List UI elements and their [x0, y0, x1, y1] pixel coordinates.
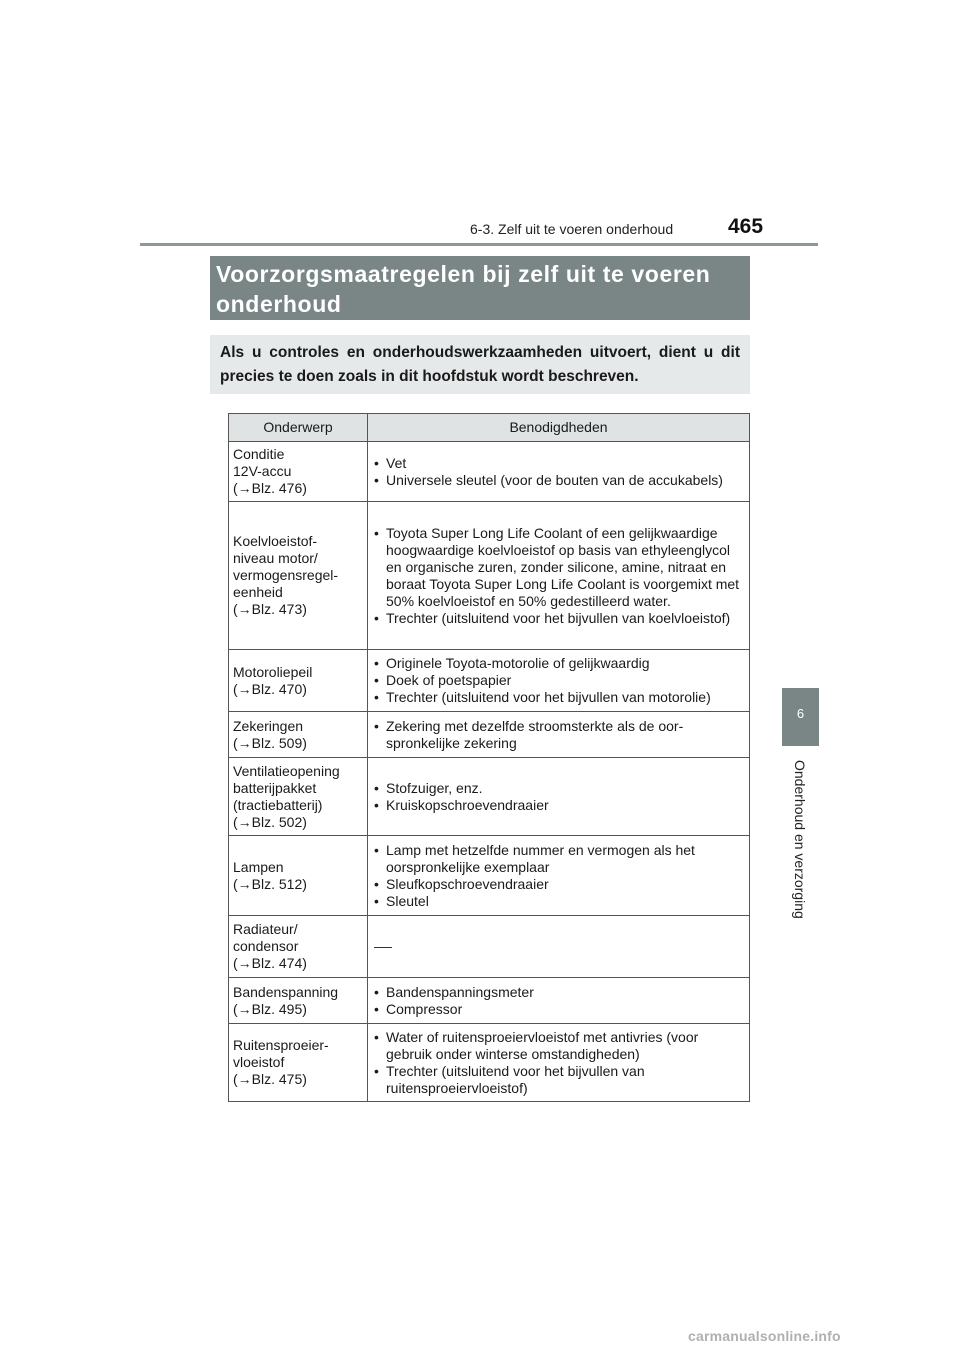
table-row [229, 836, 750, 916]
supply-item: • Compressor [372, 1001, 745, 1018]
subject-cell [229, 650, 368, 712]
subject-cell [229, 712, 368, 758]
subject-line: (tractiebatterij) [233, 796, 323, 813]
subject-line: (→Blz. 476) [233, 480, 307, 496]
subject-line: batterijpakket [233, 779, 317, 796]
supply-item: • Stofzuiger, enz. [372, 780, 745, 797]
subject-line: condensor [233, 938, 299, 954]
subject-line: (→Blz. 512) [233, 875, 307, 892]
supplies-cell [368, 712, 750, 758]
supply-item: • Sleutel [372, 893, 745, 910]
table-row [229, 442, 750, 502]
subject-cell [229, 758, 368, 836]
supplies-list [372, 718, 745, 752]
table-row [229, 712, 750, 758]
supply-item: • Bandenspanningsmeter [372, 984, 745, 1001]
table-row [229, 650, 750, 712]
table-header-row [229, 414, 750, 442]
table-row [229, 502, 750, 650]
subject-line: vermogensregel- [233, 567, 339, 583]
title-banner [210, 256, 750, 320]
subject-cell [229, 442, 368, 502]
supply-item: • Water of ruitensproeiervloeistof met antivries (voor gebruik onder winterse omstandigheden) [372, 1029, 745, 1063]
chapter-tab[interactable] [782, 688, 819, 746]
supplies-cell [368, 978, 750, 1024]
supplies-cell [368, 758, 750, 836]
supply-item: • Trechter (uitsluitend voor het bijvullen van motorolie) [372, 689, 745, 706]
supply-item: • Sleufkopschroevendraaier [372, 876, 745, 893]
supply-item: • Zekering met dezelfde stroomsterkte als de oorspronkelijke zekering [372, 718, 745, 752]
supplies-cell [368, 502, 750, 650]
requirements-table [228, 413, 750, 1102]
subject-line: (→Blz. 470) [233, 680, 307, 697]
subject-line: Lampen [233, 858, 284, 875]
subject-line: vloeistof [233, 1054, 285, 1070]
supply-item: • Toyota Super Long Life Coolant of een gelijkwaardige hoogwaardige koelvloeistof op basis van ethyleenglycol en organische zuren, zonder silicone, amine, nitraat en boraat Toyota Super Long Life Coolant is voorgemixt met 50% koelvloeistof en 50% gedestilleerd water. [372, 525, 745, 610]
chapter-label: Onderhoud en verzorging [792, 760, 808, 919]
subject-cell [229, 502, 368, 650]
column-header-subject: Onderwerp [229, 414, 368, 442]
subject-line: (→Blz. 474) [233, 955, 307, 971]
subject-line: (→Blz. 473) [233, 601, 307, 617]
chapter-number: 6 [796, 706, 805, 721]
table-body [229, 442, 750, 1102]
supplies-list [372, 1029, 745, 1097]
subject-line: (→Blz. 475) [233, 1071, 307, 1087]
subject-line: Conditie [233, 446, 285, 462]
header-divider [140, 243, 818, 246]
subject-cell [229, 978, 368, 1024]
subject-line: (→Blz. 502) [233, 813, 307, 830]
subject-line: (→Blz. 509) [233, 734, 307, 751]
subject-cell [229, 916, 368, 978]
supply-item: • Universele sleutel (voor de bouten van de accukabels) [372, 472, 745, 489]
intro-box [210, 335, 750, 394]
subject-line: (→Blz. 495) [233, 1000, 307, 1017]
page-title: Voorzorgsmaatregelen bij zelf uit te voeren onderhoud [216, 261, 711, 317]
supply-item: • Vet [372, 455, 745, 472]
subject-line: Radiateur/ [233, 921, 298, 937]
supplies-cell [368, 442, 750, 502]
supply-item: • Trechter (uitsluitend voor het bijvullen van koelvloeistof) [372, 610, 745, 627]
supply-item: • Lamp met hetzelfde nummer en vermogen als het oorspronkelijke exemplaar [372, 842, 745, 876]
subject-line: Motoroliepeil [233, 663, 313, 680]
subject-line: Bandenspanning [233, 983, 339, 1000]
supplies-list [372, 984, 745, 1018]
subject-cell [229, 1024, 368, 1102]
supplies-list [372, 655, 745, 706]
supplies-cell [368, 1024, 750, 1102]
supply-item: • Doek of poetspapier [372, 672, 745, 689]
subject-line: eenheid [233, 584, 283, 600]
supplies-list [372, 455, 745, 489]
subject-line: 12V-accu [233, 463, 292, 479]
watermark-text: carmanualsonline.info [688, 1328, 841, 1344]
supplies-cell [368, 650, 750, 712]
subject-line: Ventilatieopening [233, 762, 340, 779]
table-row [229, 758, 750, 836]
supplies-list [372, 525, 745, 627]
supplies-cell [368, 836, 750, 916]
subject-line: Koelvloeistof- [233, 533, 318, 549]
supplies-list [372, 842, 745, 910]
intro-text: Als u controles en onderhoudswerkzaamheden uitvoert, dient u dit precies te doen zoals in dit hoofdstuk wordt beschreven. [220, 344, 740, 385]
supplies-list [372, 780, 745, 814]
table-row [229, 916, 750, 978]
table-row [229, 978, 750, 1024]
subject-line: Ruitensproeier- [233, 1037, 329, 1053]
column-header-supplies: Benodigdheden [368, 414, 750, 442]
table-row [229, 1024, 750, 1102]
page-number: 465 [728, 215, 764, 238]
section-title: 6-3. Zelf uit te voeren onderhoud [470, 221, 674, 237]
supply-item: • Originele Toyota-motorolie of gelijkwaardig [372, 655, 745, 672]
no-supplies-dash [374, 947, 392, 948]
supply-item: • Trechter (uitsluitend voor het bijvullen van ruitensproeiervloeistof) [372, 1063, 745, 1097]
supplies-cell [368, 916, 750, 978]
subject-line: niveau motor/ [233, 550, 318, 566]
supply-item: • Kruiskopschroevendraaier [372, 797, 745, 814]
subject-line: Zekeringen [233, 717, 304, 734]
subject-cell [229, 836, 368, 916]
